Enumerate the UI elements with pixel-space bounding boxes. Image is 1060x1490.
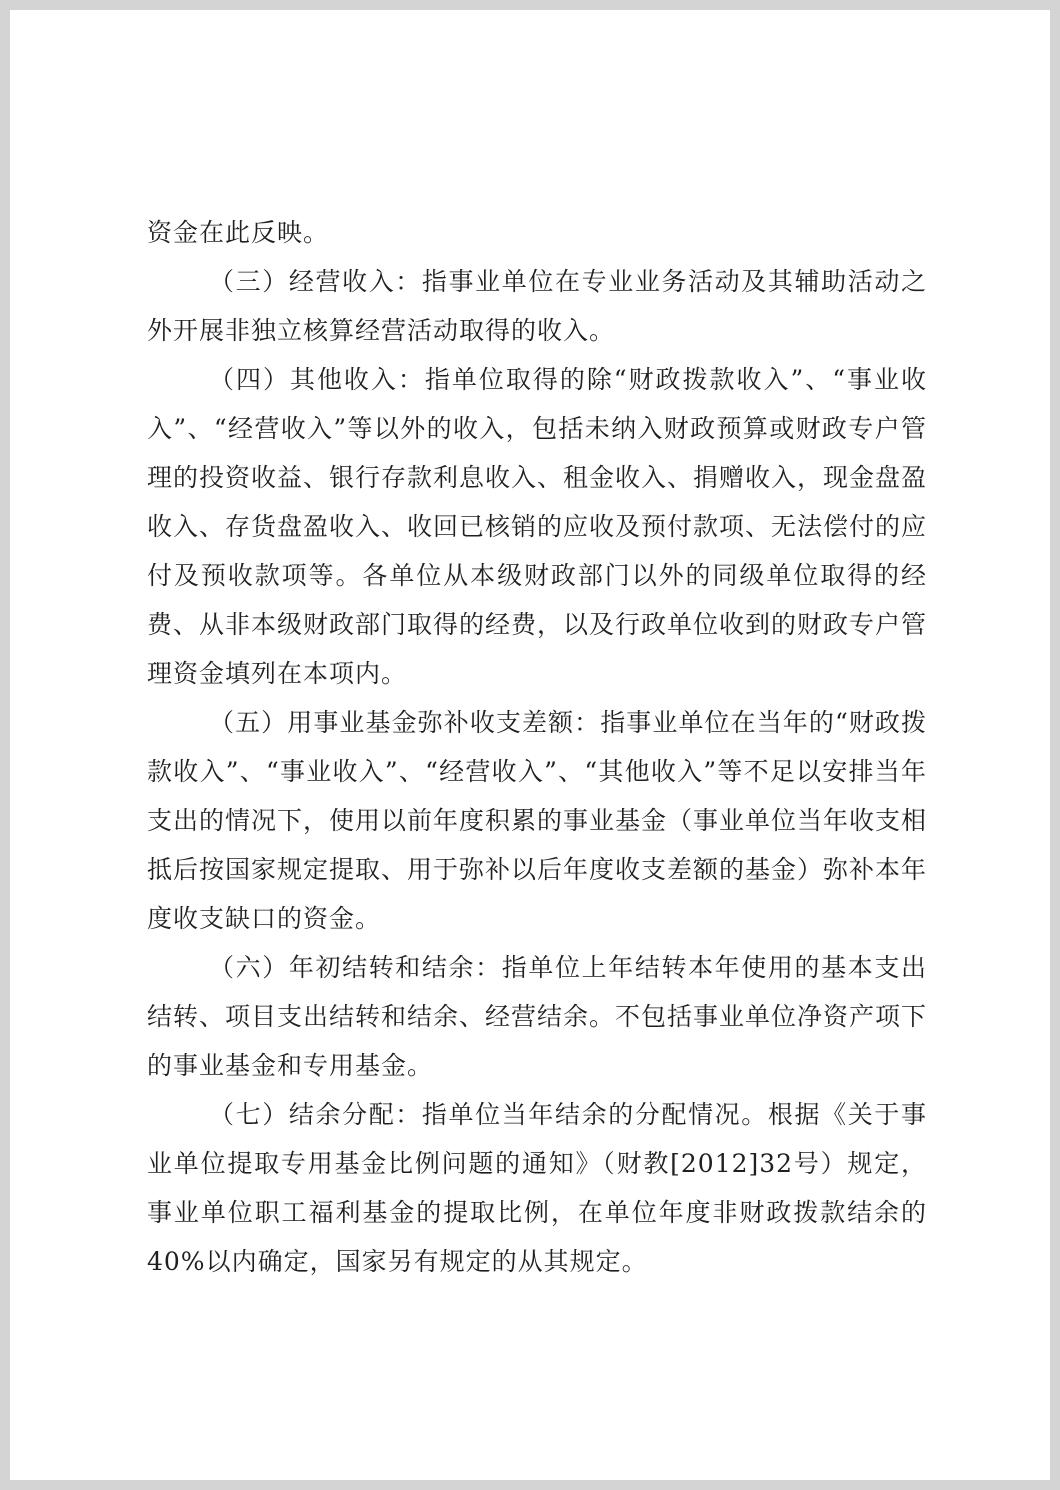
paragraph-operating-income: （三）经营收入：指事业单位在专业业务活动及其辅助活动之外开展非独立核算经营活动取得的收入。: [147, 267, 927, 345]
document-page: [10, 10, 1050, 1480]
paragraph-fund-offset: （五）用事业基金弥补收支差额：指事业单位在当年的“财政拨款收入”、“事业收入”、“经营收入”、“其他收入”等不足以安排当年支出的情况下，使用以前年度积累的事业基金（事业单位当年收支相抵后按国家规定提取、用于弥补以后年度收支差额的基金）弥补本年度收支缺口的资金。: [147, 708, 928, 933]
paragraph-continuation: 资金在此反映。: [147, 218, 330, 247]
paragraph-other-income: （四）其他收入：指单位取得的除“财政拨款收入”、“事业收入”、“经营收入”等以外的收入，包括未纳入财政预算或财政专户管理的投资收益、银行存款利息收入、租金收入、捐赠收入，现金盘盈收入、存货盘盈收入、收回已核销的应收及预付款项、无法偿付的应付及预收款项等。各单位从本级财政部门以外的同级单位取得的经费、从非本级财政部门取得的经费，以及行政单位收到的财政专户管理资金填列在本项内。: [147, 365, 928, 688]
paragraph-surplus-distribution: （七）结余分配：指单位当年结余的分配情况。根据《关于事业单位提取专用基金比例问题的通知》（财教[2012]32号）规定，事业单位职工福利基金的提取比例，在单位年度非财政拨款结余的40%以内确定，国家另有规定的从其规定。: [147, 1100, 927, 1276]
document-body: [147, 208, 927, 1286]
paragraph-carryover-balance: （六）年初结转和结余：指单位上年结转本年使用的基本支出结转、项目支出结转和结余、经营结余。不包括事业单位净资产项下的事业基金和专用基金。: [147, 953, 928, 1080]
